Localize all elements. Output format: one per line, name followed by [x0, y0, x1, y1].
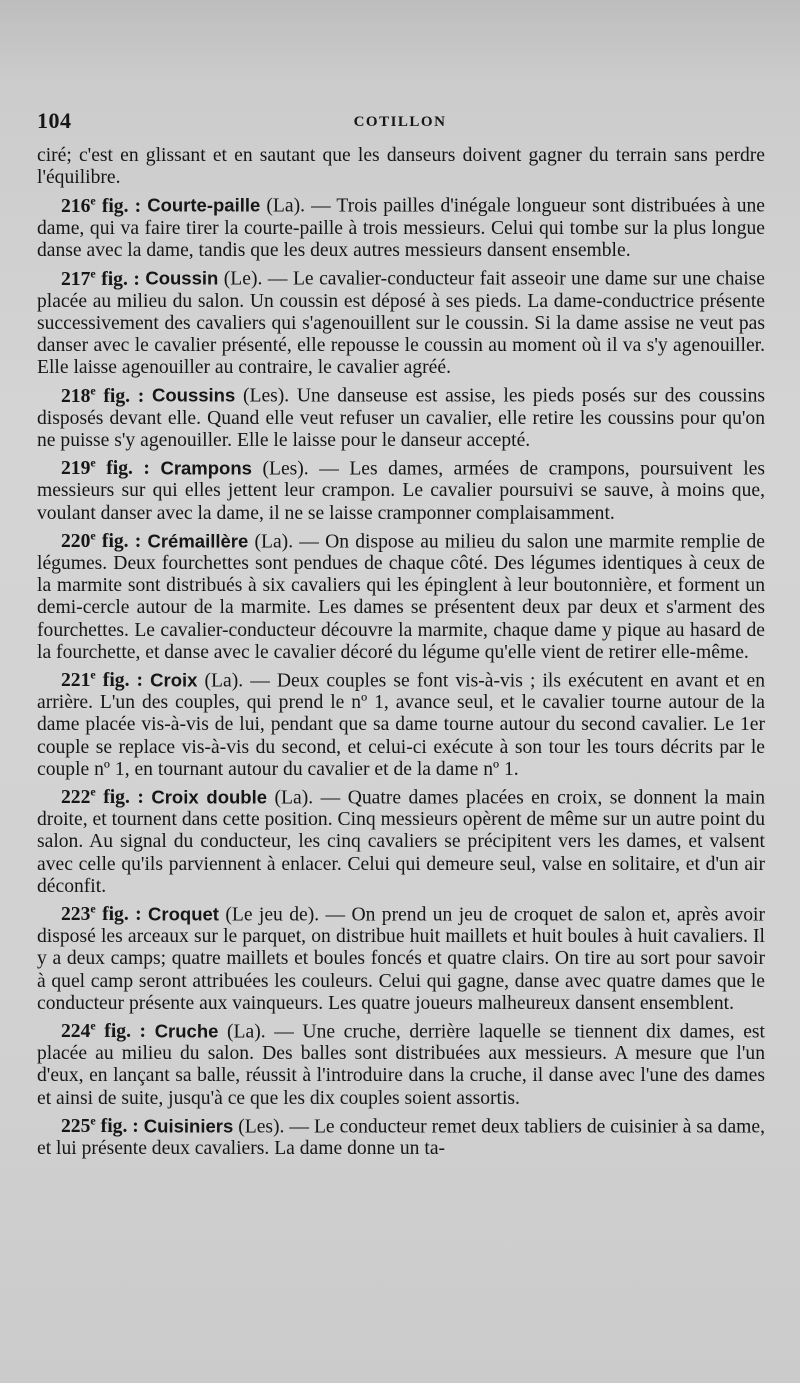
figure-number: 225e fig. :: [61, 1113, 144, 1138]
figure-name: Croix double: [151, 786, 268, 808]
figure-name: Crampons: [160, 457, 252, 479]
figure-article: (Le).: [218, 268, 263, 290]
figure-name: Cruche: [154, 1020, 219, 1042]
figure-description: — Les dames, armées de crampons, poursuivent les messieurs sur qui elles jettent leur crampon. Le cavalier poursuivi se sauve, à moins que, voulant danser avec la dame, il ne se laisse cramponner complaisamment.: [37, 458, 765, 524]
figure-article: (Le jeu de).: [218, 904, 320, 926]
figure-description: Une danseuse est assise, les pieds posés sur des coussins disposés devant elle. Quand elle veut refuser un cavalier, elle retire les coussins pour qu'on ne puisse s'y agenouiller. Elle le laisse pour le danseur accepté.: [37, 385, 765, 451]
figure-entry: [37, 898, 765, 1015]
figure-description: — On dispose au milieu du salon une marmite remplie de légumes. Deux fourchettes sont pendues de chaque côté. Des légumes identiques à ceux de la marmite sont distribués à six cavaliers qui les épinglent à leur boutonnière, et forment un demi-cercle autour de la marmite. Les dames se présentent deux par deux et s'arment des fourchettes. Le cavalier-conducteur découvre la marmite, chaque dame y pique au hasard de la fourchette, et danse avec le cavalier décoré du légume qu'elle vient de retirer elle-même.: [37, 531, 765, 663]
figure-article: (La).: [248, 531, 294, 553]
figure-article: (Les).: [233, 1116, 285, 1138]
continuation-paragraph: ciré; c'est en glissant et en sautant que les danseurs doivent gagner du terrain sans perdre l'équilibre.: [37, 145, 765, 189]
figure-description: — Le cavalier-conducteur fait asseoir une dame sur une chaise placée au milieu du salon. Un coussin est déposé à ses pieds. La dame-conductrice présente successivement des cavaliers qui s'agenouillent sur le coussin. Si la dame assise ne veut pas danser avec le cavalier présenté, elle repousse le coussin au moment où il va s'y agenouiller. Elle laisse agenouiller au contraire, le cavalier agréé.: [37, 268, 765, 378]
figure-article: (La).: [267, 787, 314, 809]
figure-name: Cuisiniers: [143, 1115, 234, 1137]
figure-description: — Deux couples se font vis-à-vis ; ils exécutent en avant et en arrière. L'un des couples, qui prend le nº 1, avance seul, et le cavalier tourne autour de la dame placée vis-à-vis de lui, pendant que sa dame tourne autour du second cavalier. Le 1er couple se replace vis-à-vis du second, et celui-ci exécute à son tour les tours décrits par le couple nº 1, en tournant autour du cavalier et de la dame nº 1.: [37, 670, 766, 780]
figure-entry: [37, 664, 765, 781]
figure-number: 217e fig. :: [61, 266, 146, 290]
figure-number: 223e fig. :: [61, 901, 149, 926]
page-header: [37, 108, 763, 138]
running-title: COTILLON: [353, 114, 447, 130]
figure-entry: [37, 379, 765, 452]
figure-number: 221e fig. :: [61, 667, 151, 692]
figure-number: 224e fig. :: [61, 1018, 155, 1043]
figure-entry: [37, 525, 765, 664]
figure-article: (La).: [218, 1021, 266, 1043]
figure-number: 219e fig. :: [61, 455, 161, 480]
figure-name: Courte-paille: [147, 194, 261, 216]
figure-entry: [37, 781, 765, 898]
figure-number: 222e fig. :: [61, 784, 152, 809]
figure-article: (La).: [260, 195, 305, 217]
figure-entry: [37, 1015, 765, 1110]
figure-number: 216e fig. :: [61, 193, 148, 217]
figure-description: — Une cruche, derrière laquelle se tiennent dix dames, est placée au milieu du salon. Des balles sont distribuées aux messieurs. A mesure que l'un d'eux, en lançant sa balle, réussit à l'introduire dans la cruche, il danse avec l'une des dames et ainsi de suite, jusqu'à ce que les dix couples soient assortis.: [37, 1021, 765, 1109]
page-body: [37, 145, 765, 1160]
figure-description: — Quatre dames placées en croix, se donnent la main droite, et tournent dans cette position. Cinq messieurs opèrent de même sur un autre point du salon. Au signal du conducteur, les cinq cavaliers se précipitent vers les dames, et valsent avec celle qu'ils parviennent à enlacer. Celui qui demeure seul, valse en solitaire, et d'un air déconfit.: [37, 787, 766, 897]
figure-name: Coussin: [145, 267, 219, 289]
figure-entry: [37, 189, 765, 262]
figure-article: (Les).: [251, 458, 309, 480]
figure-name: Crémaillère: [147, 530, 249, 552]
figure-number: 218e fig. :: [61, 383, 152, 407]
figure-description: — Trois pailles d'inégale longueur sont distribuées à une dame, qui va faire tirer la courte-paille à trois messieurs. Celui qui tombe sur la plus longue danse avec la dame, tandis que les deux autres messieurs dansent ensemble.: [37, 195, 766, 261]
figure-entry: [37, 452, 765, 525]
figure-number: 220e fig. :: [61, 528, 148, 553]
figure-article: (La).: [197, 670, 244, 692]
figure-article: (Les).: [235, 385, 290, 407]
figure-entry: [37, 262, 765, 379]
figure-description: — Le conducteur remet deux tabliers de cuisinier à sa dame, et lui présente deux cavaliers. La dame donne un ta-: [37, 1116, 765, 1160]
figure-name: Croquet: [148, 903, 219, 925]
figure-name: Croix: [150, 669, 198, 691]
figure-entry: [37, 1110, 765, 1161]
figure-description: — On prend un jeu de croquet de salon et, après avoir disposé les arceaux sur le parquet, on distribue huit maillets et huit boules à huit cavaliers. Il y a deux camps; quatre maillets et boules foncés et quatre clairs. On tire au sort pour savoir à quel camp seront attribuées les couleurs. Celui qui gagne, danse avec quatre dames que le conducteur présente aux vainqueurs. Les quatre joueurs malheureux dansent ensemblent.: [37, 904, 766, 1014]
figure-name: Coussins: [151, 384, 236, 406]
page-number: 104: [37, 108, 72, 133]
